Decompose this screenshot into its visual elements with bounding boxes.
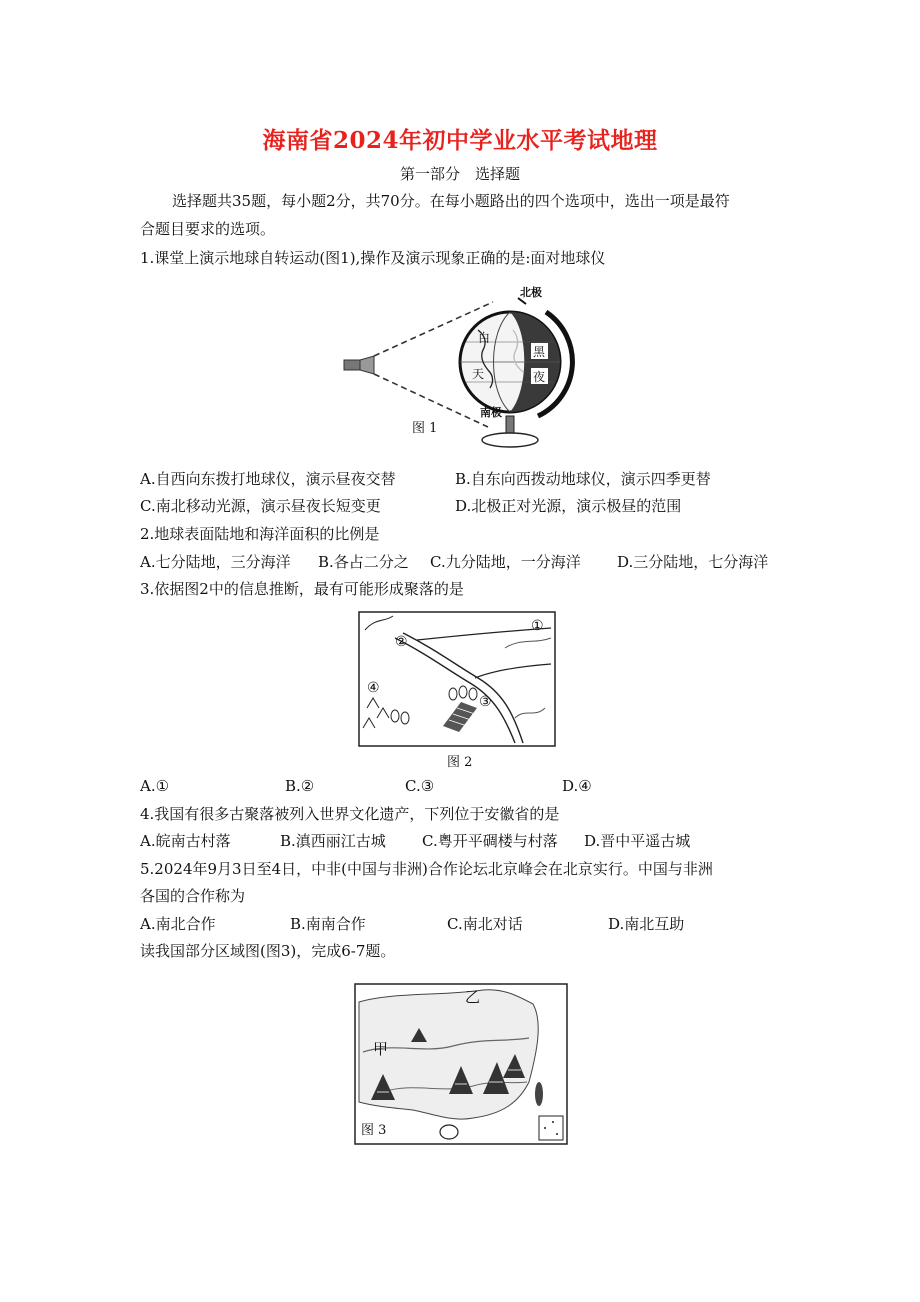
q1-stem: 1.课堂上演示地球自转运动(图1),操作及演示现象正确的是:面对地球仪 [140,249,606,267]
q4-option-b[interactable]: B.滇西丽江古城 [280,832,386,850]
figure-3-region-map [353,982,571,1148]
q5-option-d[interactable]: D.南北互助 [608,915,685,933]
intro-line-1: 选择题共35题，每小题2分，共70分。在每小题路出的四个选项中，选出一项是最符 [172,192,730,210]
q4-option-a[interactable]: A.皖南古村落 [140,832,231,850]
marker-3: ③ [479,694,492,710]
q2-option-b[interactable]: B.各占二分之 [318,553,409,571]
q4-option-c[interactable]: C.粤开平碉楼与村落 [422,832,558,850]
q67-stem: 读我国部分区域图(图3)，完成6-7题。 [140,942,396,960]
q3-option-c[interactable]: C.③ [405,777,435,795]
q4-option-d[interactable]: D.晋中平遥古城 [584,832,691,850]
page-title: 海南省2024年初中学业水平考试地理 [262,127,658,154]
q5-option-c[interactable]: C.南北对话 [447,915,523,933]
label-north-pole: 北极 [520,286,542,299]
label-yi: 乙 [465,988,481,1006]
figure-1-globe [338,282,582,456]
marker-4: ④ [367,680,380,696]
q3-option-d[interactable]: D.④ [562,777,592,795]
q3-option-b[interactable]: B.② [285,777,315,795]
label-night-2: 夜 [533,370,546,384]
figure-2-settlement-map [355,608,565,770]
q1-option-a[interactable]: A.自西向东拨打地球仪，演示昼夜交替 [140,470,396,488]
q5-stem-line-1: 5.2024年9月3日至4日，中非(中国与非洲)合作论坛北京峰会在北京实行。中国与非洲 [140,860,713,878]
label-south-pole: 南极 [480,406,502,419]
q2-option-c[interactable]: C.九分陆地，一分海洋 [430,553,581,571]
q1-option-d[interactable]: D.北极正对光源，演示极昼的范围 [455,497,682,515]
label-jia: 甲 [373,1040,389,1058]
q2-stem: 2.地球表面陆地和海洋面积的比例是 [140,525,380,543]
q3-option-a[interactable]: A.① [140,777,170,795]
q3-stem: 3.依据图2中的信息推断，最有可能形成聚落的是 [140,580,464,598]
q2-option-d[interactable]: D.三分陆地，七分海洋 [617,553,769,571]
marker-2: ② [395,634,408,650]
marker-1: ① [531,618,544,634]
label-night-1: 黑 [533,345,546,359]
figure-2-caption: 图 2 [447,755,473,770]
q5-stem-line-2: 各国的合作称为 [140,887,246,905]
q5-option-a[interactable]: A.南北合作 [140,915,216,933]
light-source-icon [344,360,360,370]
label-day-1: 白 [478,331,491,345]
q4-stem: 4.我国有很多古聚落被列入世界文化遗产，下列位于安徽省的是 [140,805,560,823]
figure-1-caption: 图 1 [412,421,438,436]
section-heading: 第一部分 选择题 [399,165,520,183]
q2-option-a[interactable]: A.七分陆地，三分海洋 [140,553,291,571]
figure-3-caption: 图 3 [361,1123,387,1138]
label-day-2: 天 [472,367,485,381]
q5-option-b[interactable]: B.南南合作 [290,915,366,933]
q1-option-c[interactable]: C.南北移动光源，演示昼夜长短变更 [140,497,381,515]
intro-line-2: 合题目要求的选项。 [140,220,276,238]
q1-option-b[interactable]: B.自东向西拨动地球仪，演示四季更替 [455,470,711,488]
